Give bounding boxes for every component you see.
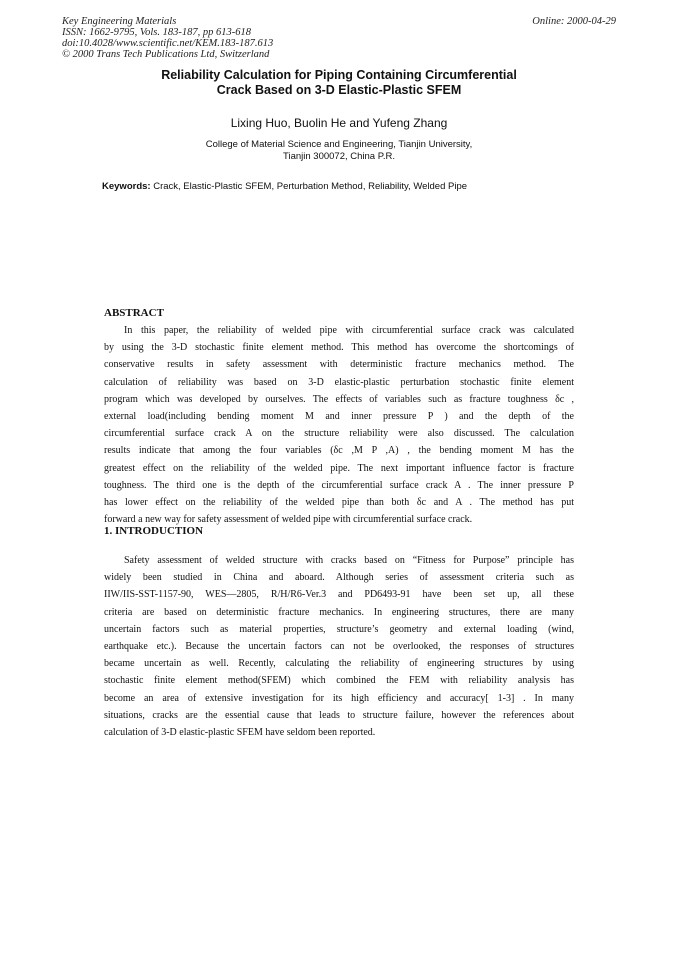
introduction-line: Safety assessment of welded structure with cracks based on “Fitness for Purpose” principle has xyxy=(124,555,574,566)
abstract-line: external load(including bending moment M and inner pressure P ) and the depth of the xyxy=(104,410,574,422)
abstract-line: forward a new way for safety assessment of welded pipe with circumferential surface crack. xyxy=(104,514,473,526)
affiliation xyxy=(0,139,678,163)
introduction-line: widely been studied in China and aboard. Although series of assessment criteria such as xyxy=(104,572,574,584)
introduction-line: become an area of extensive investigation for its high efficiency and accuracy[ 1-3] . In many xyxy=(104,692,574,704)
abstract-line: program which was developed by ourselves. The effects of variables such as fracture toughness δc , xyxy=(104,393,574,405)
copyright-line: © 2000 Trans Tech Publications Ltd, Switzerland xyxy=(62,49,270,60)
abstract-line: calculation of reliability was based on 3-D elastic-plastic perturbation stochastic finite element xyxy=(104,376,574,388)
abstract-line: In this paper, the reliability of welded pipe with circumferential surface crack was calculated xyxy=(124,325,574,336)
keywords-text: Crack, Elastic-Plastic SFEM, Perturbation Method, Reliability, Welded Pipe xyxy=(153,181,468,192)
introduction-line: IIW/IIS-SST-1157-90, WES—2805, R/H/R6-Ver.3 and PD6493-91 have been set up, all these xyxy=(104,589,574,601)
introduction-line: situations, cracks are the essential cause that leads to structure failure, however the references about xyxy=(104,709,574,721)
introduction-heading: 1. INTRODUCTION xyxy=(104,525,204,537)
abstract-heading: ABSTRACT xyxy=(104,307,164,319)
abstract-line: greatest effect on the reliability of the welded pipe. The next important influence factor is fracture xyxy=(104,462,574,474)
introduction-line: became uncertain as well. Recently, calculating the reliability of engineering structures by using xyxy=(104,658,574,670)
publication-info xyxy=(62,16,273,60)
keywords xyxy=(102,181,602,192)
introduction-body xyxy=(104,552,574,741)
abstract-line: toughness. The third one is the depth of the circumferential surface crack A . The inner pressure P xyxy=(104,479,574,491)
authors: Lixing Huo, Buolin He and Yufeng Zhang xyxy=(230,116,448,130)
title-line-2: Crack Based on 3-D Elastic-Plastic SFEM xyxy=(216,83,462,97)
introduction-line: criteria are based on deterministic fracture mechanics. In engineering structures, there are many xyxy=(104,606,574,618)
introduction-line: stochastic finite element method(SFEM) which combined the FEM with reliability analysis has xyxy=(104,675,574,687)
introduction-line: earthquake etc.). Because the uncertain factors can not be overlooked, the responses of structures xyxy=(104,640,574,652)
keywords-label: Keywords: xyxy=(102,181,151,192)
journal-name: Key Engineering Materials xyxy=(62,16,177,27)
paper-title xyxy=(0,68,678,98)
affiliation-line-2: Tianjin 300072, China P.R. xyxy=(283,151,395,162)
issn-line: ISSN: 1662-9795, Vols. 183-187, pp 613-618 xyxy=(62,27,251,38)
abstract-line: has lower effect on the reliability of the welded pipe than both δc and A . The method has put xyxy=(104,496,574,508)
abstract-line: results indicate that among the four variables (δc ,M P ,A) , the bending moment M has the xyxy=(104,445,574,457)
introduction-line: uncertain factors such as material properties, structure’s geometry and external loading (wind, xyxy=(104,623,574,635)
abstract-line: circumferential surface crack A on the structure reliability were also discussed. The calculation xyxy=(104,428,574,440)
online-date: Online: 2000-04-29 xyxy=(532,16,616,27)
abstract-line: by using the 3-D stochastic finite element method. This method has overcome the shortcomings of xyxy=(104,342,574,354)
introduction-line: calculation of 3-D elastic-plastic SFEM have seldom been reported. xyxy=(104,726,376,738)
doi-line: doi:10.4028/www.scientific.net/KEM.183-187.613 xyxy=(62,38,274,49)
abstract-body xyxy=(104,322,574,528)
abstract-line: conservative results in safety assessment with deterministic fracture mechanics method. The xyxy=(104,359,574,371)
affiliation-line-1: College of Material Science and Engineering, Tianjin University, xyxy=(205,139,473,150)
title-line-1: Reliability Calculation for Piping Containing Circumferential xyxy=(161,68,517,82)
